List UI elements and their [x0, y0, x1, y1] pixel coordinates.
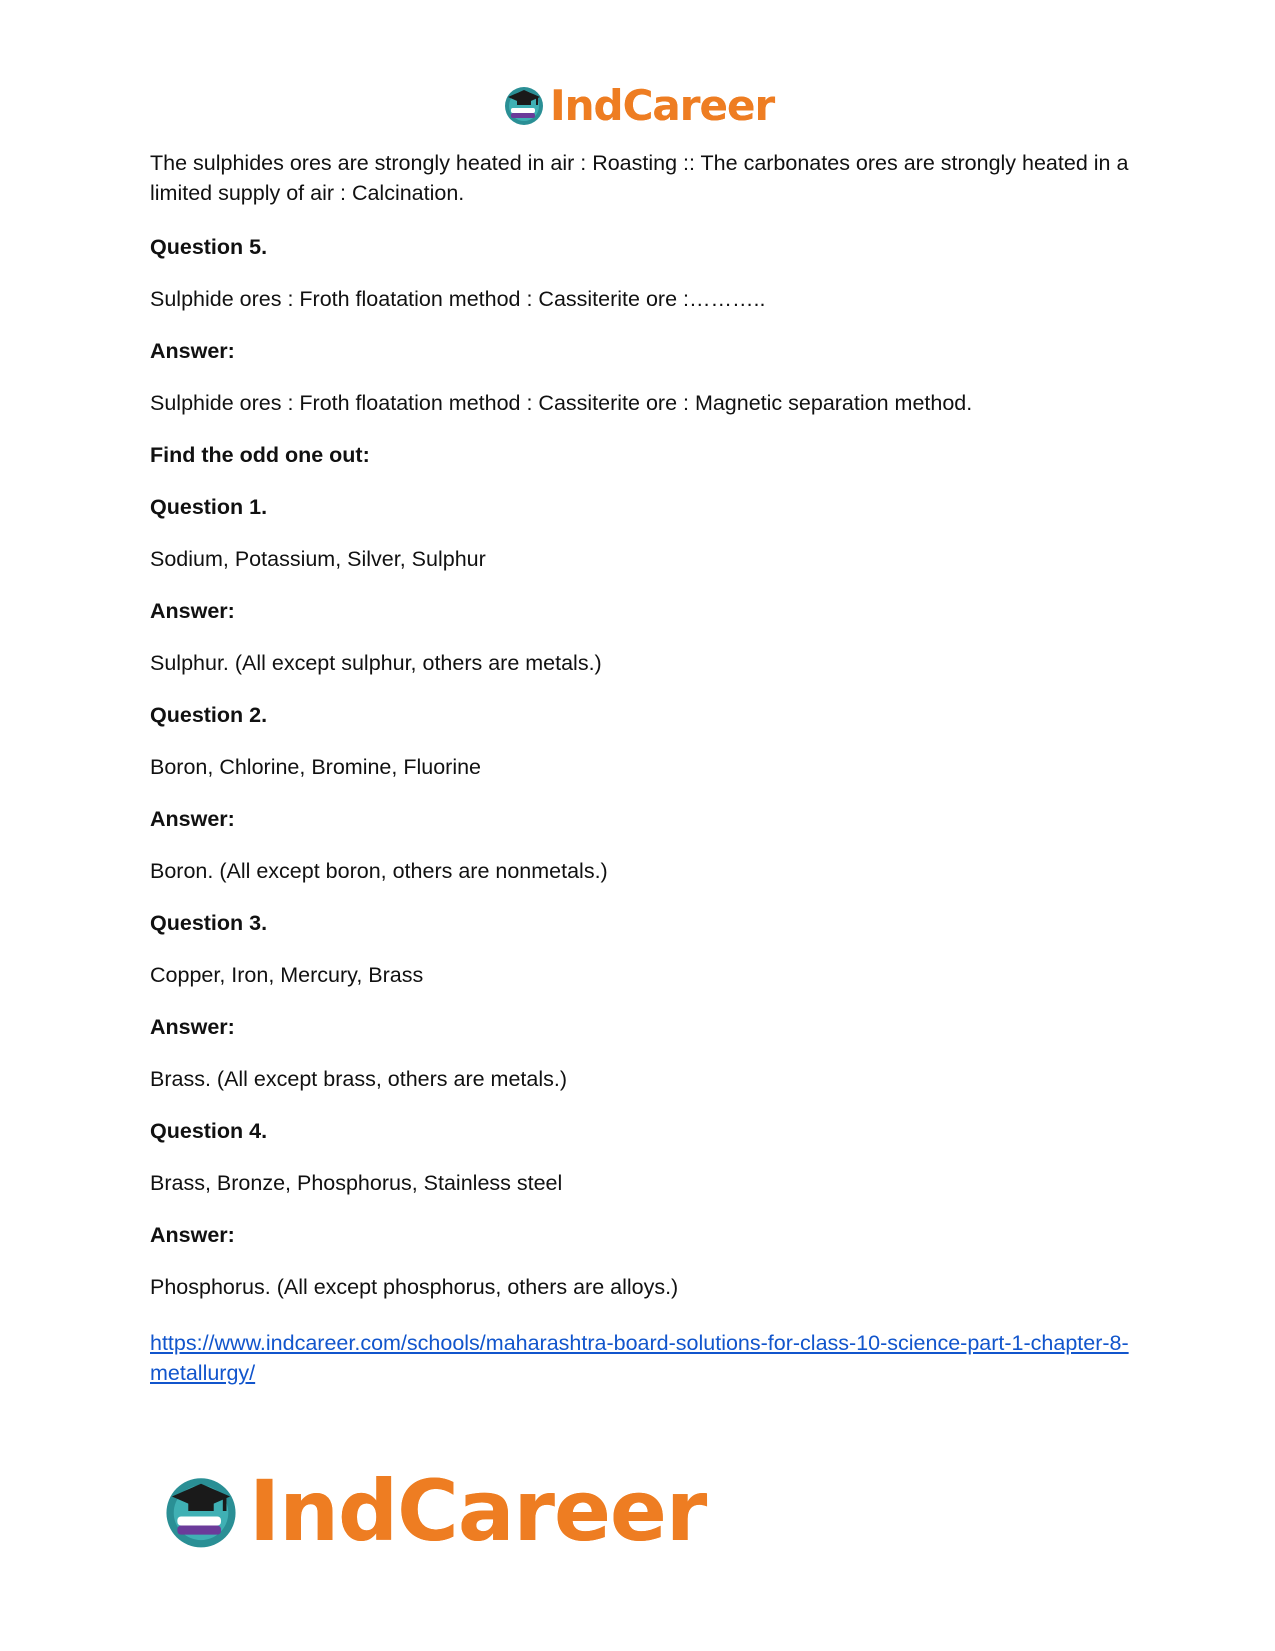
odd-q2-answer: Boron. (All except boron, others are nonmetals.) [150, 859, 608, 883]
odd-q4-text: Brass, Bronze, Phosphorus, Stainless steel [150, 1171, 563, 1195]
odd-q3-text: Copper, Iron, Mercury, Brass [150, 963, 424, 987]
intro-paragraph: The sulphides ores are strongly heated in air : Roasting :: The carbonates ores are strongly heated in a limited supply of air : Calcination. [150, 151, 1129, 205]
odd-q4-answer-label: Answer: [150, 1223, 235, 1247]
odd-q3-answer-label: Answer: [150, 1015, 235, 1039]
q5-answer: Sulphide ores : Froth floatation method : Cassiterite ore : Magnetic separation method. [150, 391, 973, 415]
brand-wordmark: IndCareer [550, 80, 775, 130]
odd-q2-answer-label: Answer: [150, 807, 235, 831]
footer-logo [161, 1462, 707, 1560]
brand-wordmark: IndCareer [249, 1462, 707, 1560]
q5-heading: Question 5. [150, 235, 268, 259]
section-heading: Find the odd one out: [150, 443, 370, 467]
graduation-cap-book-e-icon [161, 1471, 241, 1551]
odd-q1-heading: Question 1. [150, 495, 268, 519]
odd-q1-answer-label: Answer: [150, 599, 235, 623]
document-body [150, 148, 1130, 1388]
q5-text: Sulphide ores : Froth floatation method : Cassiterite ore :……….. [150, 287, 766, 311]
odd-q3-heading: Question 3. [150, 911, 268, 935]
q5-answer-label: Answer: [150, 339, 235, 363]
odd-q3-answer: Brass. (All except brass, others are metals.) [150, 1067, 568, 1091]
odd-q4-answer: Phosphorus. (All except phosphorus, others are alloys.) [150, 1275, 679, 1299]
odd-q2-text: Boron, Chlorine, Bromine, Fluorine [150, 755, 482, 779]
odd-q1-answer: Sulphur. (All except sulphur, others are metals.) [150, 651, 602, 675]
odd-q2-heading: Question 2. [150, 703, 268, 727]
odd-q4-heading: Question 4. [150, 1119, 268, 1143]
graduation-cap-book-e-icon [502, 83, 546, 127]
header-logo [502, 80, 774, 130]
odd-q1-text: Sodium, Potassium, Silver, Sulphur [150, 547, 486, 571]
source-link[interactable]: https://www.indcareer.com/schools/maharashtra-board-solutions-for-class-10-science-part-1-chapter-8-metallurgy/ [150, 1331, 1129, 1385]
